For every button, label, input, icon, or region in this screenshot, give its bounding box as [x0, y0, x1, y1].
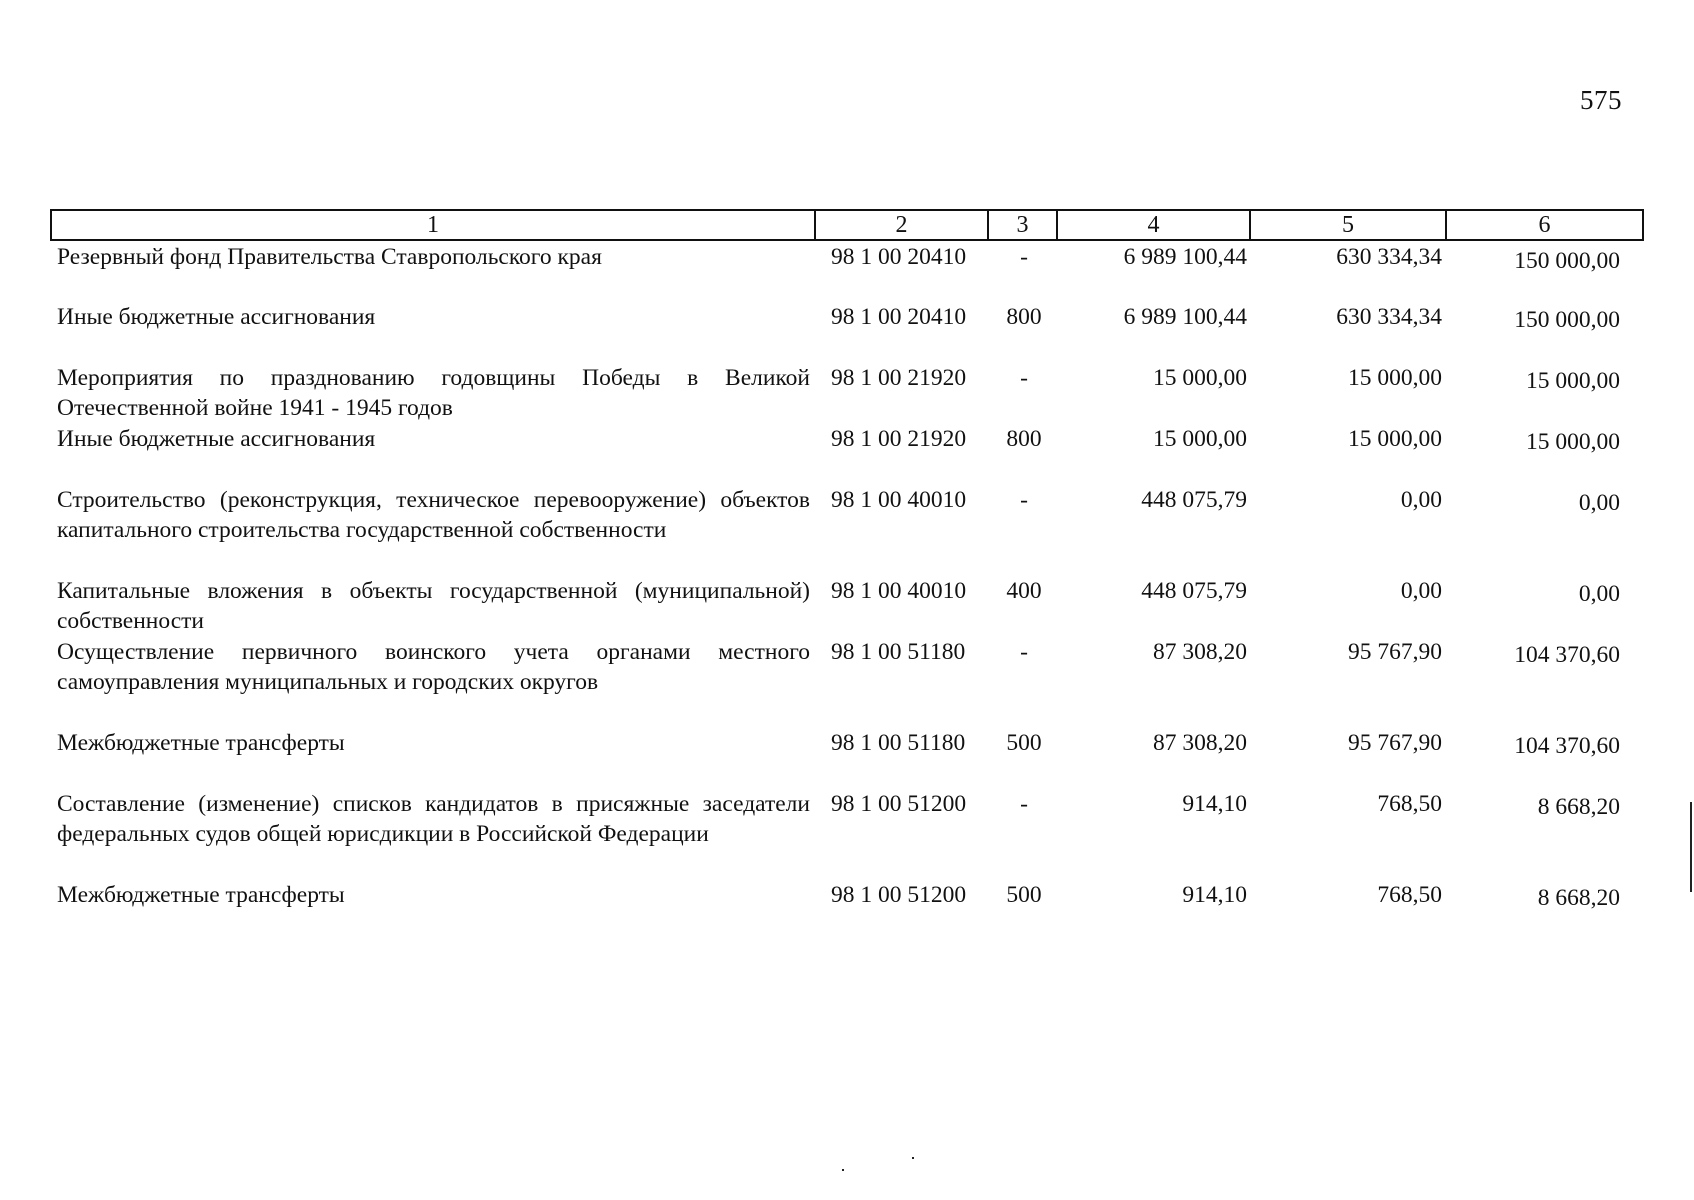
header-col-1: 1: [52, 211, 816, 239]
row-expense-type: -: [1020, 791, 1028, 817]
row-code: 98 1 00 21920: [831, 365, 967, 391]
row-value-col4: 448 075,79: [1141, 487, 1247, 513]
row-value-col5: 95 767,90: [1348, 730, 1442, 756]
row-value-col4: 87 308,20: [1153, 639, 1247, 665]
row-description: Резервный фонд Правительства Ставропольского края: [57, 244, 602, 270]
row-code: 98 1 00 21920: [831, 426, 967, 452]
row-value-col6: 8 668,20: [1537, 885, 1620, 911]
row-value-col4: 448 075,79: [1141, 578, 1247, 604]
row-value-col4: 6 989 100,44: [1123, 244, 1247, 270]
row-description: Иные бюджетные ассигнования: [57, 304, 376, 330]
row-value-col5: 0,00: [1400, 487, 1442, 513]
header-col-4: 4: [1058, 211, 1251, 239]
row-code: 98 1 00 20410: [831, 304, 967, 330]
row-description: Мероприятия по празднованию годовщины Победы в Великой Отечественной войне 1941 - 1945 годов: [57, 365, 810, 421]
row-value-col4: 914,10: [1182, 882, 1247, 908]
scan-edge-mark: [1690, 802, 1692, 892]
row-value-col6: 15 000,00: [1526, 368, 1620, 394]
row-value-col4: 6 989 100,44: [1123, 304, 1247, 330]
row-value-col5: 0,00: [1400, 578, 1442, 604]
row-value-col6: 8 668,20: [1537, 794, 1620, 820]
row-value-col6: 150 000,00: [1514, 307, 1620, 333]
header-col-5: 5: [1251, 211, 1447, 239]
row-expense-type: -: [1020, 244, 1028, 270]
row-value-col6: 15 000,00: [1526, 429, 1620, 455]
row-value-col5: 95 767,90: [1348, 639, 1442, 665]
header-col-6: 6: [1538, 211, 1551, 238]
row-code: 98 1 00 40010: [831, 487, 967, 513]
row-description: Строительство (реконструкция, техническое перевооружение) объектов капитального строительства государственной собственности: [57, 487, 810, 543]
row-value-col6: 0,00: [1578, 490, 1620, 516]
row-value-col6: 104 370,60: [1514, 642, 1620, 668]
row-expense-type: 800: [1006, 304, 1042, 330]
row-expense-type: 400: [1006, 578, 1042, 604]
row-expense-type: -: [1020, 487, 1028, 513]
row-description: Межбюджетные трансферты: [57, 882, 345, 908]
row-value-col4: 15 000,00: [1153, 365, 1247, 391]
row-value-col5: 15 000,00: [1348, 365, 1442, 391]
row-value-col5: 15 000,00: [1348, 426, 1442, 452]
row-value-col4: 914,10: [1182, 791, 1247, 817]
row-value-col5: 768,50: [1377, 882, 1442, 908]
row-expense-type: 800: [1006, 426, 1042, 452]
header-col-2: 2: [816, 211, 989, 239]
row-value-col4: 87 308,20: [1153, 730, 1247, 756]
page-number: 575: [1580, 85, 1622, 115]
row-description: Капитальные вложения в объекты государственной (муниципальной) собственности: [57, 578, 810, 634]
row-expense-type: 500: [1006, 882, 1042, 908]
row-code: 98 1 00 51200: [831, 791, 967, 817]
row-code: 98 1 00 51200: [831, 882, 967, 908]
row-expense-type: -: [1020, 639, 1028, 665]
row-code: 98 1 00 51180: [831, 730, 966, 756]
row-value-col6: 0,00: [1578, 581, 1620, 607]
scan-speck: [912, 1157, 914, 1159]
row-value-col6: 150 000,00: [1514, 248, 1620, 274]
row-value-col5: 630 334,34: [1336, 244, 1442, 270]
scan-speck: [842, 1169, 844, 1171]
row-value-col5: 768,50: [1377, 791, 1442, 817]
header-col-3: 3: [989, 211, 1058, 239]
row-description: Межбюджетные трансферты: [57, 730, 345, 756]
row-value-col5: 630 334,34: [1336, 304, 1442, 330]
row-code: 98 1 00 51180: [831, 639, 966, 665]
table-header: [50, 209, 1644, 241]
row-value-col6: 104 370,60: [1514, 733, 1620, 759]
row-code: 98 1 00 20410: [831, 244, 967, 270]
row-code: 98 1 00 40010: [831, 578, 967, 604]
row-expense-type: 500: [1006, 730, 1042, 756]
row-description: Составление (изменение) списков кандидатов в присяжные заседатели федеральных судов общей юрисдикции в Российской Федерации: [57, 791, 810, 847]
row-value-col4: 15 000,00: [1153, 426, 1247, 452]
row-description: Иные бюджетные ассигнования: [57, 426, 376, 452]
row-description: Осуществление первичного воинского учета органами местного самоуправления муниципальных и городских округов: [57, 639, 810, 695]
row-expense-type: -: [1020, 365, 1028, 391]
